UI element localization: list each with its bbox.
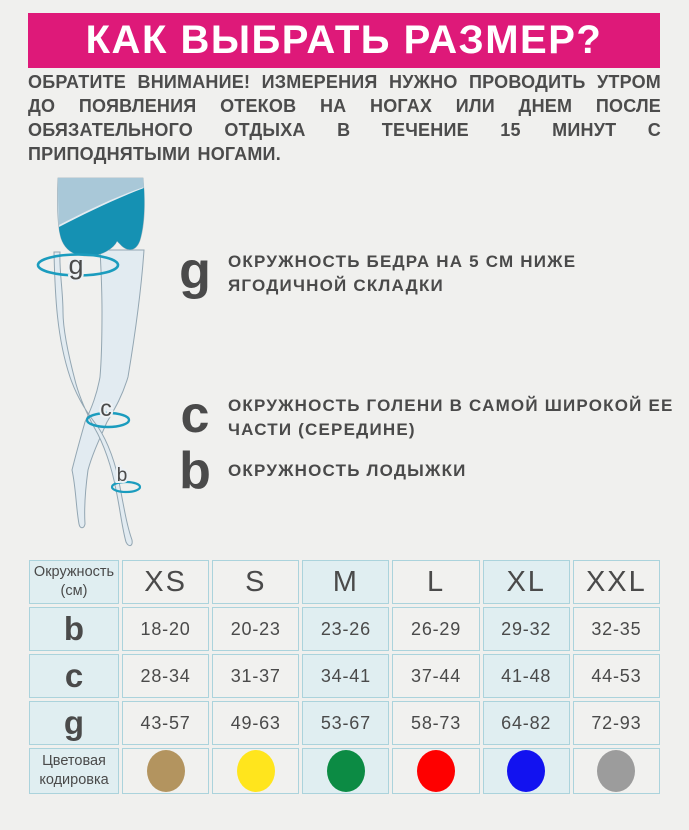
size-col-header-xs: XS [122, 560, 209, 604]
size-col-header-xxl: XXL [573, 560, 660, 604]
range-cell: 58-73 [392, 701, 479, 745]
row-label-c: c [29, 654, 119, 698]
size-col-header-l: L [392, 560, 479, 604]
table-row-thigh [29, 701, 660, 745]
figure-label-b: b [116, 465, 128, 486]
range-cell: 37-44 [392, 654, 479, 698]
range-cell: 28-34 [122, 654, 209, 698]
color-swatch-l [417, 750, 455, 792]
color-row-label: Цветовая кодировка [29, 748, 119, 794]
color-swatch-s [237, 750, 275, 792]
back-leg-shape [72, 250, 144, 528]
color-swatch-xl [507, 750, 545, 792]
size-table-header-row [29, 560, 660, 604]
table-row-color-coding [29, 748, 660, 794]
measurement-letter-b: b [179, 442, 211, 500]
range-cell: 44-53 [573, 654, 660, 698]
swatch-cell [302, 748, 389, 794]
range-cell: 18-20 [122, 607, 209, 651]
range-cell: 32-35 [573, 607, 660, 651]
swatch-cell [122, 748, 209, 794]
measurement-guide [0, 170, 689, 555]
range-cell: 41-48 [483, 654, 570, 698]
measurement-item-ankle [176, 442, 467, 500]
range-cell: 53-67 [302, 701, 389, 745]
measurement-letter-g: g [179, 242, 211, 300]
row-label-g: g [29, 701, 119, 745]
table-row-ankle [29, 607, 660, 651]
measurement-item-calf [176, 386, 678, 444]
table-corner-header: Окружность (см) [29, 560, 119, 604]
range-cell: 72-93 [573, 701, 660, 745]
size-col-header-s: S [212, 560, 299, 604]
range-cell: 20-23 [212, 607, 299, 651]
swatch-cell [392, 748, 479, 794]
range-cell: 31-37 [212, 654, 299, 698]
page-title: КАК ВЫБРАТЬ РАЗМЕР? [85, 18, 603, 62]
range-cell: 26-29 [392, 607, 479, 651]
row-label-b: b [29, 607, 119, 651]
measurement-text-c: ОКРУЖНОСТЬ ГОЛЕНИ В САМОЙ ШИРОКОЙ ЕЕ ЧАСТИ (СЕРЕДИНЕ) [228, 396, 674, 439]
page-title-banner [28, 13, 660, 68]
swatch-cell [483, 748, 570, 794]
table-row-calf [29, 654, 660, 698]
range-cell: 43-57 [122, 701, 209, 745]
figure-label-c: c [100, 395, 112, 421]
color-swatch-xxl [597, 750, 635, 792]
size-col-header-m: M [302, 560, 389, 604]
swatch-cell [573, 748, 660, 794]
size-col-header-xl: XL [483, 560, 570, 604]
figure-label-g: g [68, 250, 84, 280]
range-cell: 64-82 [483, 701, 570, 745]
legs-illustration [32, 172, 180, 552]
measurement-letter-c: c [180, 386, 210, 444]
range-cell: 49-63 [212, 701, 299, 745]
range-cell: 29-32 [483, 607, 570, 651]
measurement-item-thigh [176, 242, 678, 300]
color-swatch-xs [147, 750, 185, 792]
measurement-text-g: ОКРУЖНОСТЬ БЕДРА НА 5 СМ НИЖЕ ЯГОДИЧНОЙ СКЛАДКИ [228, 252, 577, 295]
color-swatch-m [327, 750, 365, 792]
measurement-text-b: ОКРУЖНОСТЬ ЛОДЫЖКИ [228, 461, 467, 480]
range-cell: 23-26 [302, 607, 389, 651]
size-table [26, 557, 663, 797]
range-cell: 34-41 [302, 654, 389, 698]
notice-text: ОБРАТИТЕ ВНИМАНИЕ! ИЗМЕРЕНИЯ НУЖНО ПРОВОДИТЬ УТРОМ ДО ПОЯВЛЕНИЯ ОТЕКОВ НА НОГАХ ИЛИ ДНЕМ ПОСЛЕ ОБЯЗАТЕЛЬНОГО ОТДЫХА В ТЕЧЕНИЕ 15 МИНУТ С ПРИПОДНЯТЫМИ НОГАМИ. [28, 72, 661, 164]
swatch-cell [212, 748, 299, 794]
